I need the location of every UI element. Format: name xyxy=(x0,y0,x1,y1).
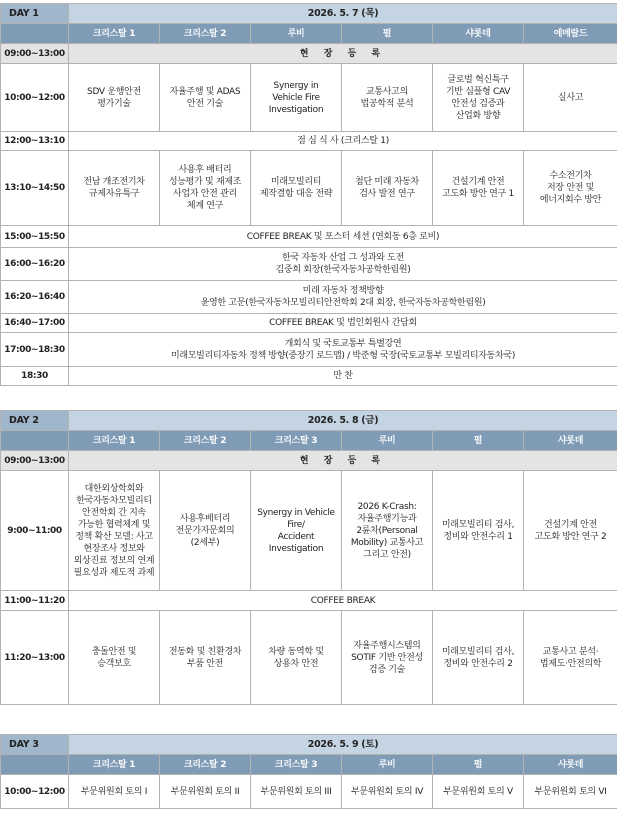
time-slot: 10:00~12:00 xyxy=(1,64,69,132)
session-cell: SDV 운행안전 평가기술 xyxy=(69,64,160,132)
day-date: 2026. 5. 7 (목) xyxy=(69,4,617,24)
session-cell: 전동화 및 친환경차 부품 안전 xyxy=(160,611,251,705)
session-cell: 부문위원회 토의 IV xyxy=(342,775,433,809)
room-header: 펄 xyxy=(342,24,433,44)
room-header: 샤롯데 xyxy=(524,431,617,451)
session-cell: 차량 동역학 및 상용차 안전 xyxy=(251,611,342,705)
time-slot: 09:00~13:00 xyxy=(1,451,69,471)
session-cell: 전남 개조전기차 규제자유특구 xyxy=(69,151,160,226)
room-header: 펄 xyxy=(433,431,524,451)
keynote-talk: 한국 자동차 산업 그 성과와 도전 김중희 회장(한국자동차공학한림원) xyxy=(69,248,617,281)
room-header: 크리스탈 1 xyxy=(69,24,160,44)
time-slot: 18:30 xyxy=(1,367,69,386)
room-header: 루비 xyxy=(342,431,433,451)
time-header-blank xyxy=(1,755,69,775)
coffee-poster-banner: COFFEE BREAK 및 포스터 세션 (연회동 6층 로비) xyxy=(69,226,617,248)
day-date: 2026. 5. 9 (토) xyxy=(69,735,617,755)
session-cell: 글로벌 혁신특구 기반 심플형 CAV 안전성 검증과 산업화 방향 xyxy=(433,64,524,132)
keynote-talk: 미래 자동차 정책방향 윤영한 고문(한국자동차모빌리티안전학회 2대 회장, 한국자동차공학한림원) xyxy=(69,281,617,314)
day1-table xyxy=(0,3,617,386)
coffee-break-banner: COFFEE BREAK xyxy=(69,591,617,611)
time-slot: 12:00~13:10 xyxy=(1,132,69,151)
room-header: 에메랄드 xyxy=(524,24,617,44)
session-cell: 자율주행 및 ADAS 안전 기술 xyxy=(160,64,251,132)
room-header: 크리스탈 2 xyxy=(160,431,251,451)
session-cell: 미래모빌리티 검사, 정비와 안전수리 2 xyxy=(433,611,524,705)
time-header-blank xyxy=(1,24,69,44)
day-label: DAY 2 xyxy=(1,411,69,431)
room-header: 루비 xyxy=(251,24,342,44)
room-header: 펄 xyxy=(433,755,524,775)
time-slot: 16:20~16:40 xyxy=(1,281,69,314)
session-cell: 부문위원회 토의 VI xyxy=(524,775,617,809)
time-slot: 09:00~13:00 xyxy=(1,44,69,64)
session-cell: Synergy in Vehicle Fire/ Accident Investigation xyxy=(251,471,342,591)
session-cell: 2026 K-Crash: 자율주행기능과 2륜차(Personal Mobility) 교통사고 그리고 안전) xyxy=(342,471,433,591)
session-cell: 부문위원회 토의 III xyxy=(251,775,342,809)
opening-ceremony: 개회식 및 국토교통부 특별강연 미래모빌리티자동차 정책 방향(중장기 로드맵) / 박준형 국장(국토교통부 모빌리티자동차국) xyxy=(69,333,617,367)
room-header: 루비 xyxy=(342,755,433,775)
day2-schedule xyxy=(0,410,617,705)
registration-banner: 현 장 등 록 xyxy=(69,44,617,64)
lunch-banner: 점 심 식 사 (크리스탈 1) xyxy=(69,132,617,151)
session-cell: 사용후 배터리 성능평가 및 재제조 사업자 안전 관리 체계 연구 xyxy=(160,151,251,226)
time-slot: 15:00~15:50 xyxy=(1,226,69,248)
member-meeting-banner: COFFEE BREAK 및 법인회원사 간담회 xyxy=(69,314,617,333)
room-header: 크리스탈 3 xyxy=(251,755,342,775)
day2-table xyxy=(0,410,617,705)
session-cell: 건설기계 안전 고도화 방안 연구 1 xyxy=(433,151,524,226)
room-header: 크리스탈 1 xyxy=(69,431,160,451)
session-cell: Synergy in Vehicle Fire Investigation xyxy=(251,64,342,132)
dinner-banner: 만 찬 xyxy=(69,367,617,386)
day-date: 2026. 5. 8 (금) xyxy=(69,411,617,431)
time-slot: 11:00~11:20 xyxy=(1,591,69,611)
day3-schedule xyxy=(0,734,617,809)
session-cell: 부문위원회 토의 V xyxy=(433,775,524,809)
time-header-blank xyxy=(1,431,69,451)
session-cell: 미래모빌리티 제작결함 대응 전략 xyxy=(251,151,342,226)
session-cell: 건설기계 안전 고도화 방안 연구 2 xyxy=(524,471,617,591)
registration-banner: 현 장 등 록 xyxy=(69,451,617,471)
room-header: 크리스탈 2 xyxy=(160,755,251,775)
room-header: 크리스탈 2 xyxy=(160,24,251,44)
session-cell: 교통사고 분석· 법제도·안전의학 xyxy=(524,611,617,705)
time-slot: 16:00~16:20 xyxy=(1,248,69,281)
session-cell: 충돌안전 및 승객보호 xyxy=(69,611,160,705)
session-cell: 교통사고의 법공학적 분석 xyxy=(342,64,433,132)
session-cell: 부문위원회 토의 II xyxy=(160,775,251,809)
session-cell: 자율주행시스템의 SOTIF 기반 안전성 검증 기술 xyxy=(342,611,433,705)
day1-schedule xyxy=(0,3,617,386)
time-slot: 11:20~13:00 xyxy=(1,611,69,705)
session-cell: 실사고 xyxy=(524,64,617,132)
time-slot: 13:10~14:50 xyxy=(1,151,69,226)
room-header: 샤롯데 xyxy=(433,24,524,44)
session-cell: 대한외상학회와 한국자동차모빌리티 안전학회 간 지속 가능한 협력체계 및 정책 확산 모델: 사고 현장조사 정보와 외상진료 정보의 연계 필요성과 제도적 과제 xyxy=(69,471,160,591)
time-slot: 17:00~18:30 xyxy=(1,333,69,367)
session-cell: 첨단 미래 자동차 검사 발전 연구 xyxy=(342,151,433,226)
time-slot: 16:40~17:00 xyxy=(1,314,69,333)
day3-table xyxy=(0,734,617,809)
session-cell: 수소전기차 저장 안전 및 에너지회수 방안 xyxy=(524,151,617,226)
day-label: DAY 3 xyxy=(1,735,69,755)
room-header: 크리스탈 3 xyxy=(251,431,342,451)
day-label: DAY 1 xyxy=(1,4,69,24)
session-cell: 부문위원회 토의 I xyxy=(69,775,160,809)
time-slot: 9:00~11:00 xyxy=(1,471,69,591)
room-header: 크리스탈 1 xyxy=(69,755,160,775)
session-cell: 미래모빌리티 검사, 정비와 안전수리 1 xyxy=(433,471,524,591)
session-cell: 사용후배터리 전문가자문회의 (2세부) xyxy=(160,471,251,591)
time-slot: 10:00~12:00 xyxy=(1,775,69,809)
room-header: 샤롯데 xyxy=(524,755,617,775)
